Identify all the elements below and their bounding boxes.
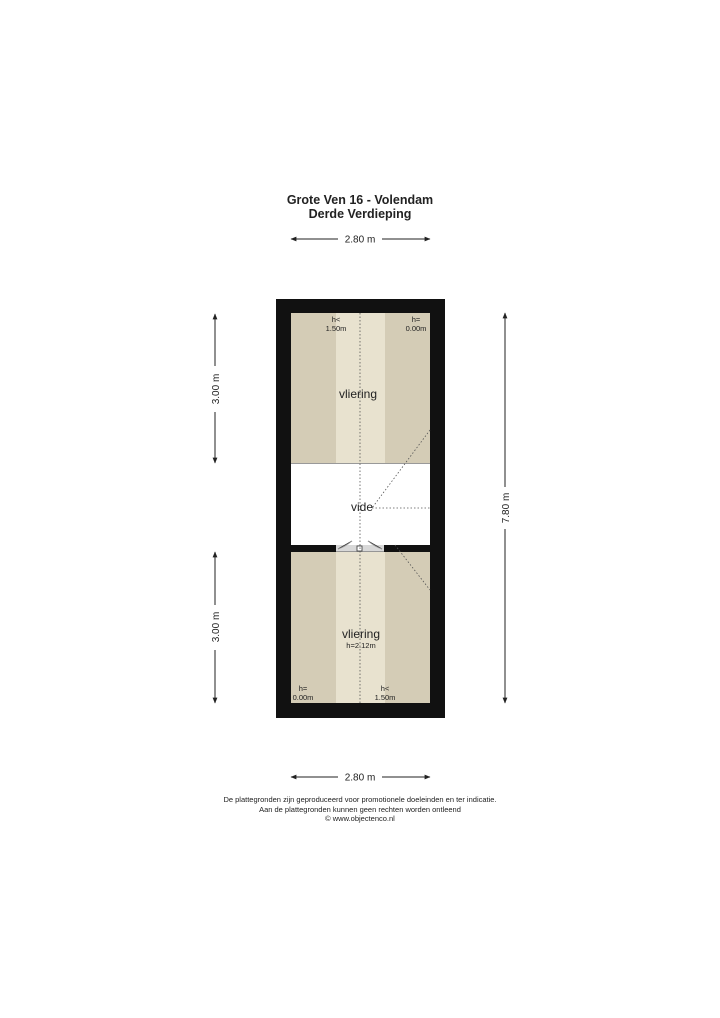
lower-height-mark-1-line1: h=	[298, 684, 308, 693]
floorplan-title: Grote Ven 16 - Volendam	[286, 193, 434, 207]
dimension-left-upper	[211, 314, 222, 463]
lower-room-label: vliering	[341, 627, 381, 641]
disclaimer	[0, 795, 720, 824]
disclaimer-line-3: © www.objectenco.nl	[325, 814, 395, 823]
floor-subtitle: Derde Verdieping	[308, 207, 412, 221]
dimension-top	[291, 235, 430, 246]
disclaimer-line-1: De plattegronden zijn geproduceerd voor promotionele doeleinden en ter indicatie.	[223, 795, 497, 804]
dimension-right-total	[501, 313, 512, 703]
lower-height-mark-2-line2: 1.50m	[374, 693, 396, 702]
dimension-bottom-label: 2.80 m	[344, 772, 376, 784]
lower-height-mark-2-line1: h<	[380, 684, 390, 693]
upper-height-mark-2-line1: h=	[411, 315, 421, 324]
dimension-left-lower-label: 3.00 m	[211, 611, 222, 643]
dimension-right-total-label: 7.80 m	[501, 492, 512, 524]
dimension-left-upper-label: 3.00 m	[211, 373, 222, 405]
vide-label: vide	[350, 500, 374, 514]
upper-height-mark-1-line2: 1.50m	[325, 324, 347, 333]
lower-height-mark-1-line2: 0.00m	[292, 693, 314, 702]
upper-height-mark-2-line2: 0.00m	[405, 324, 427, 333]
lower-room-height: h=2.12m	[346, 641, 376, 650]
dimension-bottom	[291, 773, 430, 784]
disclaimer-line-2: Aan de plattegronden kunnen geen rechten worden ontleend	[259, 804, 461, 814]
upper-room-label: vliering	[338, 387, 378, 401]
upper-height-mark-1-line1: h<	[331, 315, 341, 324]
dimension-top-label: 2.80 m	[344, 234, 376, 246]
dimension-left-lower	[211, 552, 222, 703]
